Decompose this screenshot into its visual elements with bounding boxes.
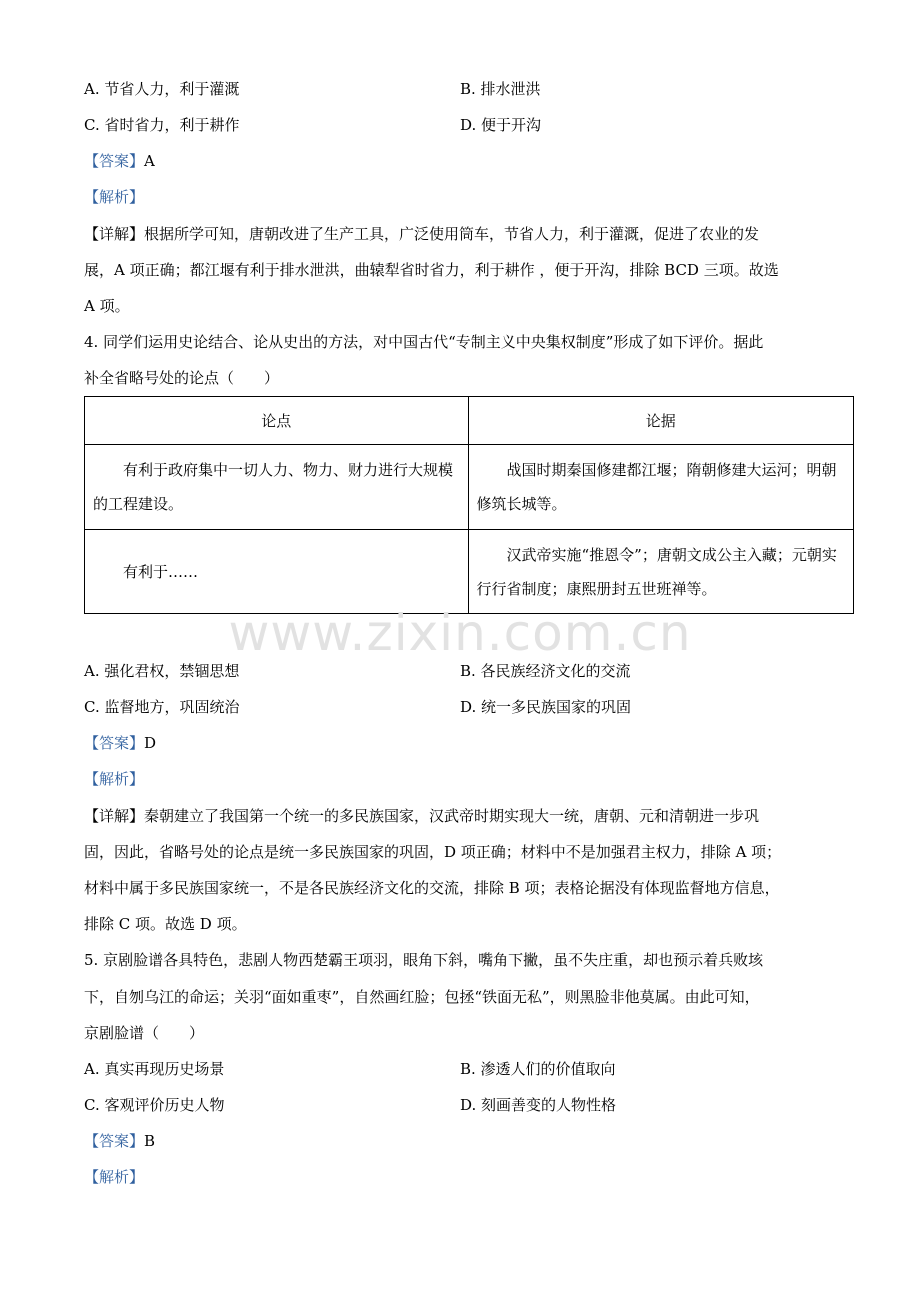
q3-analysis [84, 186, 844, 208]
q4-option-a: A. 强化君权，禁锢思想 [84, 662, 240, 680]
answer-value: D [144, 734, 157, 752]
row2-evidence: 汉武帝实施“推恩令”；唐朝文成公主入藏；元朝实行行省制度；康熙册封五世班禅等。 [468, 530, 854, 614]
q5-option-b: B. 渗透人们的价值取向 [460, 1060, 616, 1078]
q5-option-d: D. 刻画善变的人物性格 [460, 1096, 617, 1114]
row2-point: 有利于…… [85, 530, 469, 614]
watermark: www.zixin.com.cn [228, 604, 692, 662]
answer-tag: 【答案】 [84, 1132, 145, 1150]
q3-detail-line-3: A 项。 [84, 297, 130, 315]
q4-detail-line-2: 固，因此，省略号处的论点是统一多民族国家的巩固，D 项正确；材料中不是加强君主权力，排除 A 项； [84, 843, 782, 861]
q5-answer [84, 1130, 844, 1152]
answer-tag: 【答案】 [84, 152, 145, 170]
answer-value: A [144, 152, 155, 170]
q5-analysis [84, 1166, 844, 1188]
q4-stem-line-1: 4. 同学们运用史论结合、论从史出的方法，对中国古代“专制主义中央集权制度”形成了如下评价。据此 [84, 333, 764, 351]
q4-detail-line-1 [84, 805, 844, 827]
detail-tag: 【详解】 [84, 807, 145, 825]
q3-option-c: C. 省时省力，利于耕作 [84, 116, 240, 134]
q4-stem-line-2: 补全省略号处的论点（ ） [84, 369, 280, 387]
detail-text: 根据所学可知，唐朝改进了生产工具，广泛使用筒车，节省人力，利于灌溉，促进了农业的发 [144, 225, 760, 243]
header-evidence: 论据 [468, 397, 854, 445]
q4-detail-line-4: 排除 C 项。故选 D 项。 [84, 915, 247, 933]
q5-option-a: A. 真实再现历史场景 [84, 1060, 225, 1078]
q4-analysis [84, 768, 844, 790]
header-point: 论点 [85, 397, 469, 445]
q4-answer [84, 732, 844, 754]
q5-stem-line-1: 5. 京剧脸谱各具特色，悲剧人物西楚霸王项羽，眼角下斜，嘴角下撇，虽不失庄重，却也预示着兵败垓 [84, 951, 764, 969]
q3-option-a: A. 节省人力，利于灌溉 [84, 80, 240, 98]
answer-value: B [144, 1132, 156, 1150]
row1-evidence: 战国时期秦国修建都江堰；隋朝修建大运河；明朝修筑长城等。 [468, 445, 854, 530]
q4-option-b: B. 各民族经济文化的交流 [460, 662, 631, 680]
detail-tag: 【详解】 [84, 225, 145, 243]
q4-option-c: C. 监督地方，巩固统治 [84, 698, 240, 716]
q5-stem-line-3: 京剧脸谱（ ） [84, 1024, 205, 1042]
q3-option-b: B. 排水泄洪 [460, 80, 541, 98]
detail-text: 秦朝建立了我国第一个统一的多民族国家，汉武帝时期实现大一统，唐朝、元和清朝进一步巩 [144, 807, 760, 825]
answer-tag: 【答案】 [84, 734, 145, 752]
analysis-tag: 【解析】 [84, 1168, 145, 1186]
q4-detail-line-3: 材料中属于多民族国家统一，不是各民族经济文化的交流，排除 B 项；表格论据没有体现监督地方信息， [84, 879, 780, 897]
q3-option-d: D. 便于开沟 [460, 116, 542, 134]
q3-detail-line-2: 展，A 项正确；都江堰有利于排水泄洪，曲辕犁省时省力，利于耕作 ，便于开沟，排除 BCD 三项。故选 [84, 261, 779, 279]
q4-option-d: D. 统一多民族国家的巩固 [460, 698, 632, 716]
q5-option-c: C. 客观评价历史人物 [84, 1096, 225, 1114]
q3-detail-line-1 [84, 223, 844, 245]
analysis-tag: 【解析】 [84, 770, 145, 788]
q3-answer [84, 150, 844, 172]
analysis-tag: 【解析】 [84, 188, 145, 206]
row1-point: 有利于政府集中一切人力、物力、财力进行大规模的工程建设。 [85, 445, 469, 530]
q5-stem-line-2: 下，自刎乌江的命运；关羽“面如重枣”，自然画红脸；包拯“铁面无私”，则黑脸非他莫属。由此可知， [84, 988, 760, 1006]
q4-evidence-table [84, 396, 854, 614]
